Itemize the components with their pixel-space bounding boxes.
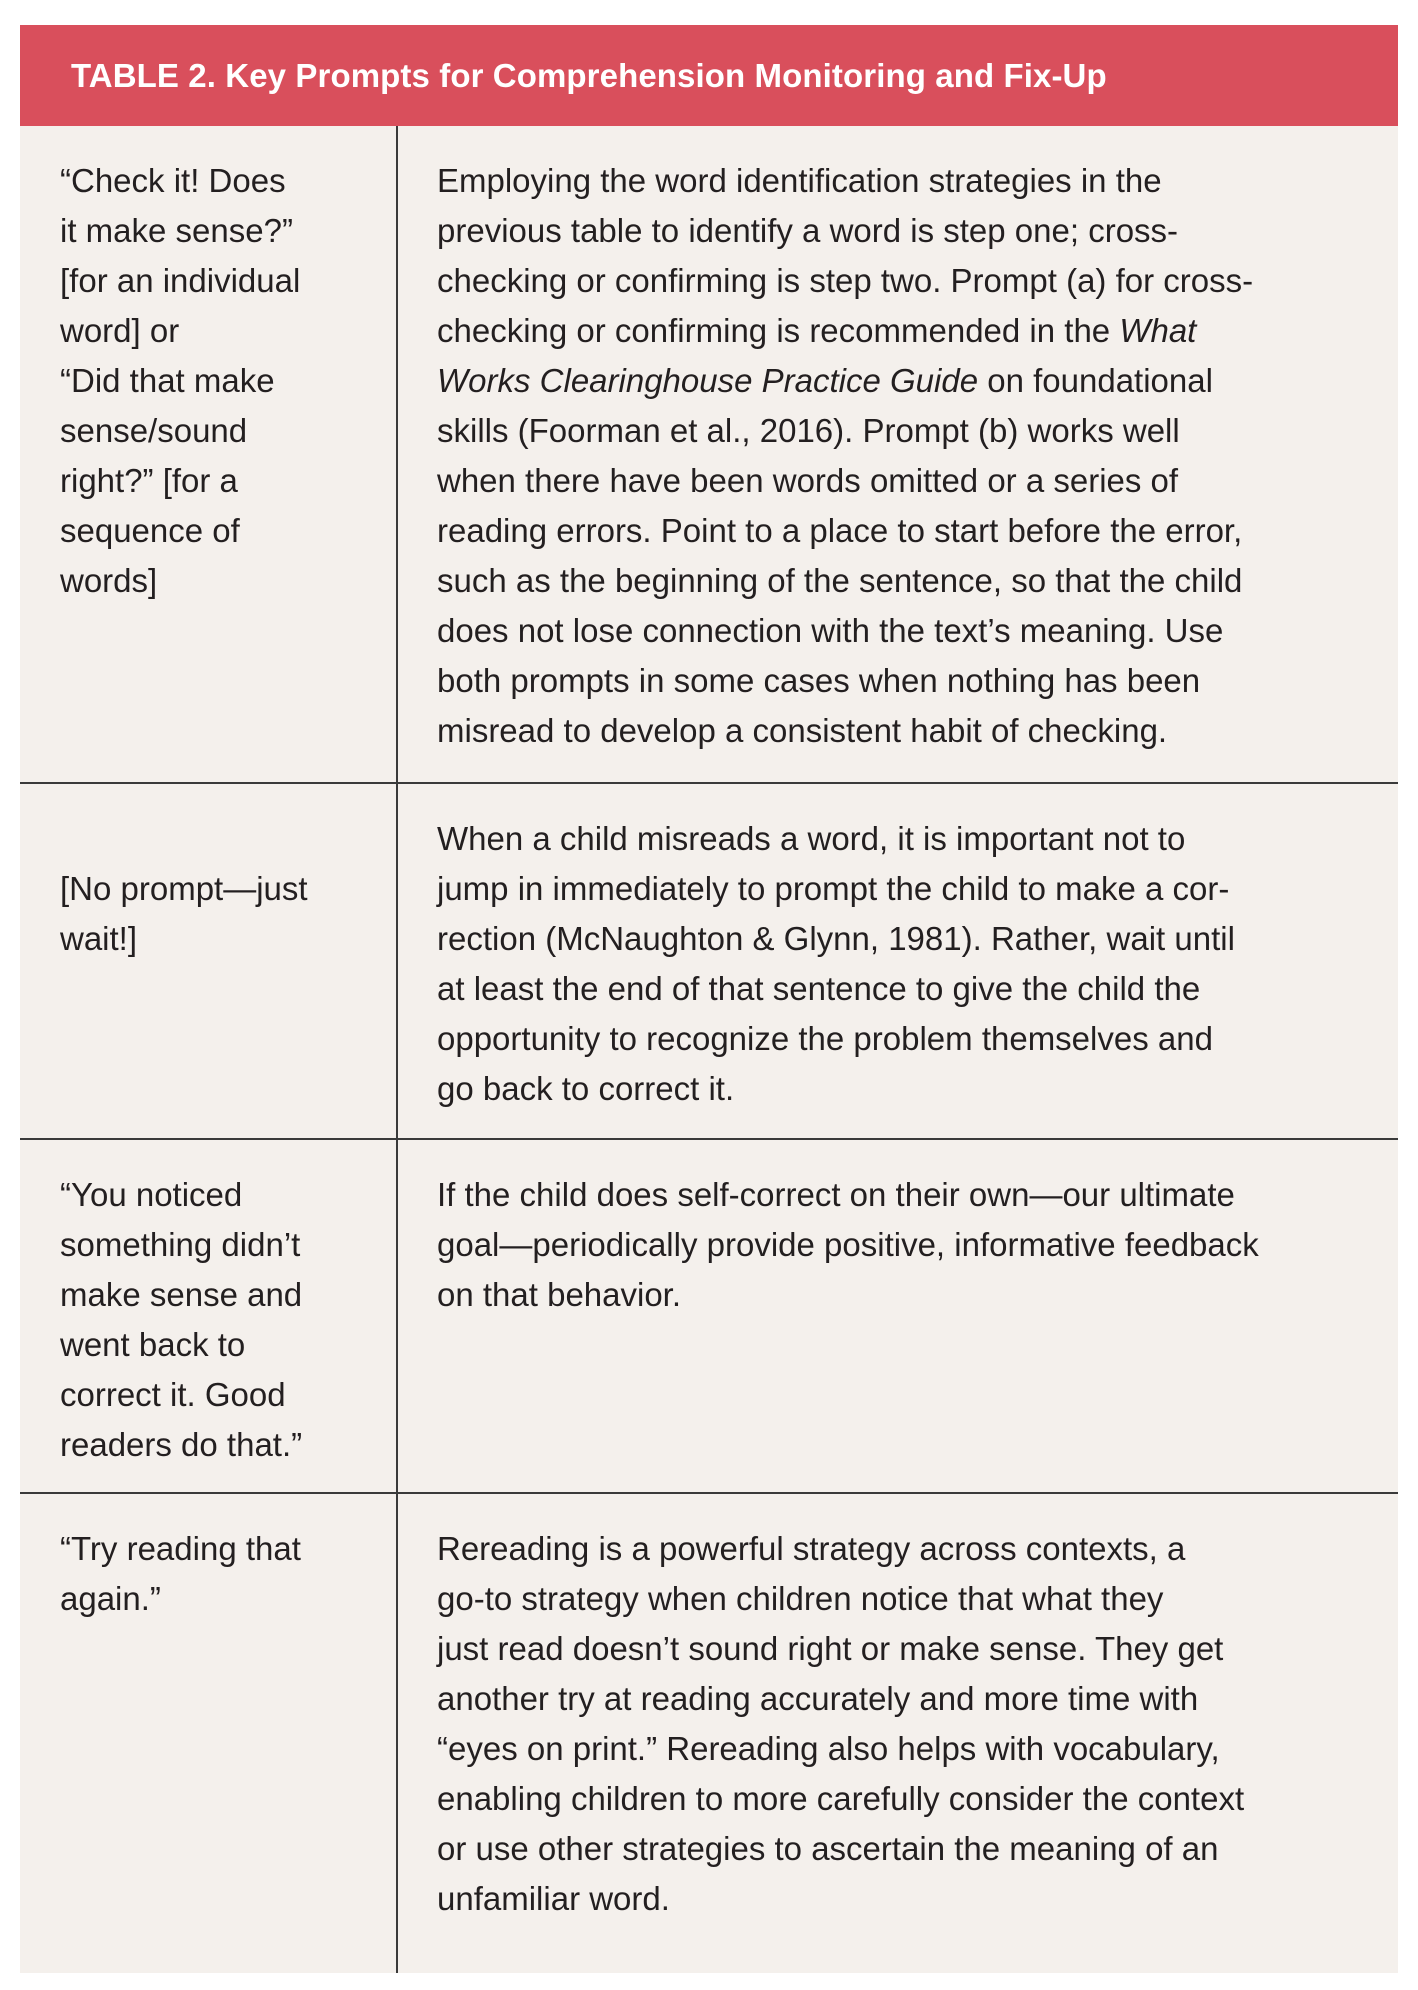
description-line: enabling children to more carefully consider the context	[437, 1780, 1245, 1817]
description-line	[437, 356, 1370, 406]
description-line: checking or confirming is step two. Prompt (a) for cross-	[437, 262, 1254, 299]
description-line: does not lose connection with the text’s meaning. Use	[437, 612, 1224, 649]
table-row	[20, 1138, 1398, 1492]
guide-title-italic: Works Clearinghouse Practice Guide	[437, 362, 979, 399]
prompt-line: went back to	[60, 1326, 246, 1363]
prompt-line: something didn’t	[60, 1226, 301, 1263]
prompt-line: words]	[60, 562, 158, 599]
prompt-line: readers do that.”	[60, 1426, 303, 1463]
description-line: on that behavior.	[437, 1276, 682, 1313]
description-line: go-to strategy when children notice that what they	[437, 1580, 1164, 1617]
description-line: unfamiliar word.	[437, 1880, 670, 1917]
prompt-line: sequence of	[60, 512, 240, 549]
prompt-line: correct it. Good	[60, 1376, 286, 1413]
description-line: reading errors. Point to a place to start before the error,	[437, 512, 1243, 549]
description-line: just read doesn’t sound right or make sense. They get	[437, 1630, 1224, 1667]
prompt-line: right?” [for a	[60, 462, 238, 499]
prompt-line: “You noticed	[60, 1176, 243, 1213]
description-line: both prompts in some cases when nothing has been	[437, 662, 1201, 699]
description-line: another try at reading accurately and more time with	[437, 1680, 1199, 1717]
description-line: jump in immediately to prompt the child to make a cor-	[437, 870, 1230, 907]
description-line	[437, 306, 1370, 356]
table-row	[20, 1492, 1398, 1973]
description-line: “eyes on print.” Rereading also helps with vocabulary,	[437, 1730, 1220, 1767]
table-header	[20, 25, 1398, 126]
prompt-line: wait!]	[60, 920, 138, 957]
prompt-line: make sense and	[60, 1276, 303, 1313]
prompt-line: again.”	[60, 1580, 161, 1617]
description-line: previous table to identify a word is step one; cross-	[437, 212, 1179, 249]
description-line: rection (McNaughton & Glynn, 1981). Rather, wait until	[437, 920, 1235, 957]
table-row	[20, 782, 1398, 1138]
prompt-line: “Try reading that	[60, 1530, 301, 1567]
prompt-cell	[20, 1140, 398, 1492]
prompt-cell	[20, 1494, 398, 1973]
description-line: such as the beginning of the sentence, so that the child	[437, 562, 1243, 599]
table-title: TABLE 2. Key Prompts for Comprehension Monitoring and Fix-Up	[71, 56, 1107, 94]
description-line: go back to correct it.	[437, 1070, 735, 1107]
prompt-line: it make sense?”	[60, 212, 293, 249]
prompt-line: word] or	[60, 312, 180, 349]
prompt-cell	[20, 784, 398, 1138]
description-text: on foundational	[978, 362, 1213, 399]
prompt-line: sense/sound	[60, 412, 248, 449]
prompt-line: “Did that make	[60, 362, 275, 399]
description-cell	[398, 784, 1398, 1138]
prompt-line: [for an individual	[60, 262, 301, 299]
description-line: skills (Foorman et al., 2016). Prompt (b) works well	[437, 412, 1180, 449]
prompts-table	[20, 25, 1398, 1973]
description-line: or use other strategies to ascertain the meaning of an	[437, 1830, 1219, 1867]
prompt-cell	[20, 126, 398, 782]
description-text: checking or confirming is recommended in the	[437, 312, 1120, 349]
description-line: When a child misreads a word, it is important not to	[437, 820, 1186, 857]
prompt-line: [No prompt—just	[60, 870, 308, 907]
description-line: opportunity to recognize the problem themselves and	[437, 1020, 1213, 1057]
description-line: If the child does self-correct on their own—our ultimate	[437, 1176, 1235, 1213]
description-cell	[398, 1140, 1398, 1492]
description-line: goal—periodically provide positive, informative feedback	[437, 1226, 1259, 1263]
table-row	[20, 126, 1398, 782]
prompt-line: “Check it! Does	[60, 162, 286, 199]
description-line: Employing the word identification strategies in the	[437, 162, 1162, 199]
description-line: when there have been words omitted or a series of	[437, 462, 1179, 499]
description-cell	[398, 126, 1398, 782]
description-line: at least the end of that sentence to give the child the	[437, 970, 1201, 1007]
description-line: misread to develop a consistent habit of checking.	[437, 712, 1168, 749]
guide-title-italic: What	[1119, 312, 1197, 349]
description-line: Rereading is a powerful strategy across contexts, a	[437, 1530, 1186, 1567]
description-cell	[398, 1494, 1398, 1973]
